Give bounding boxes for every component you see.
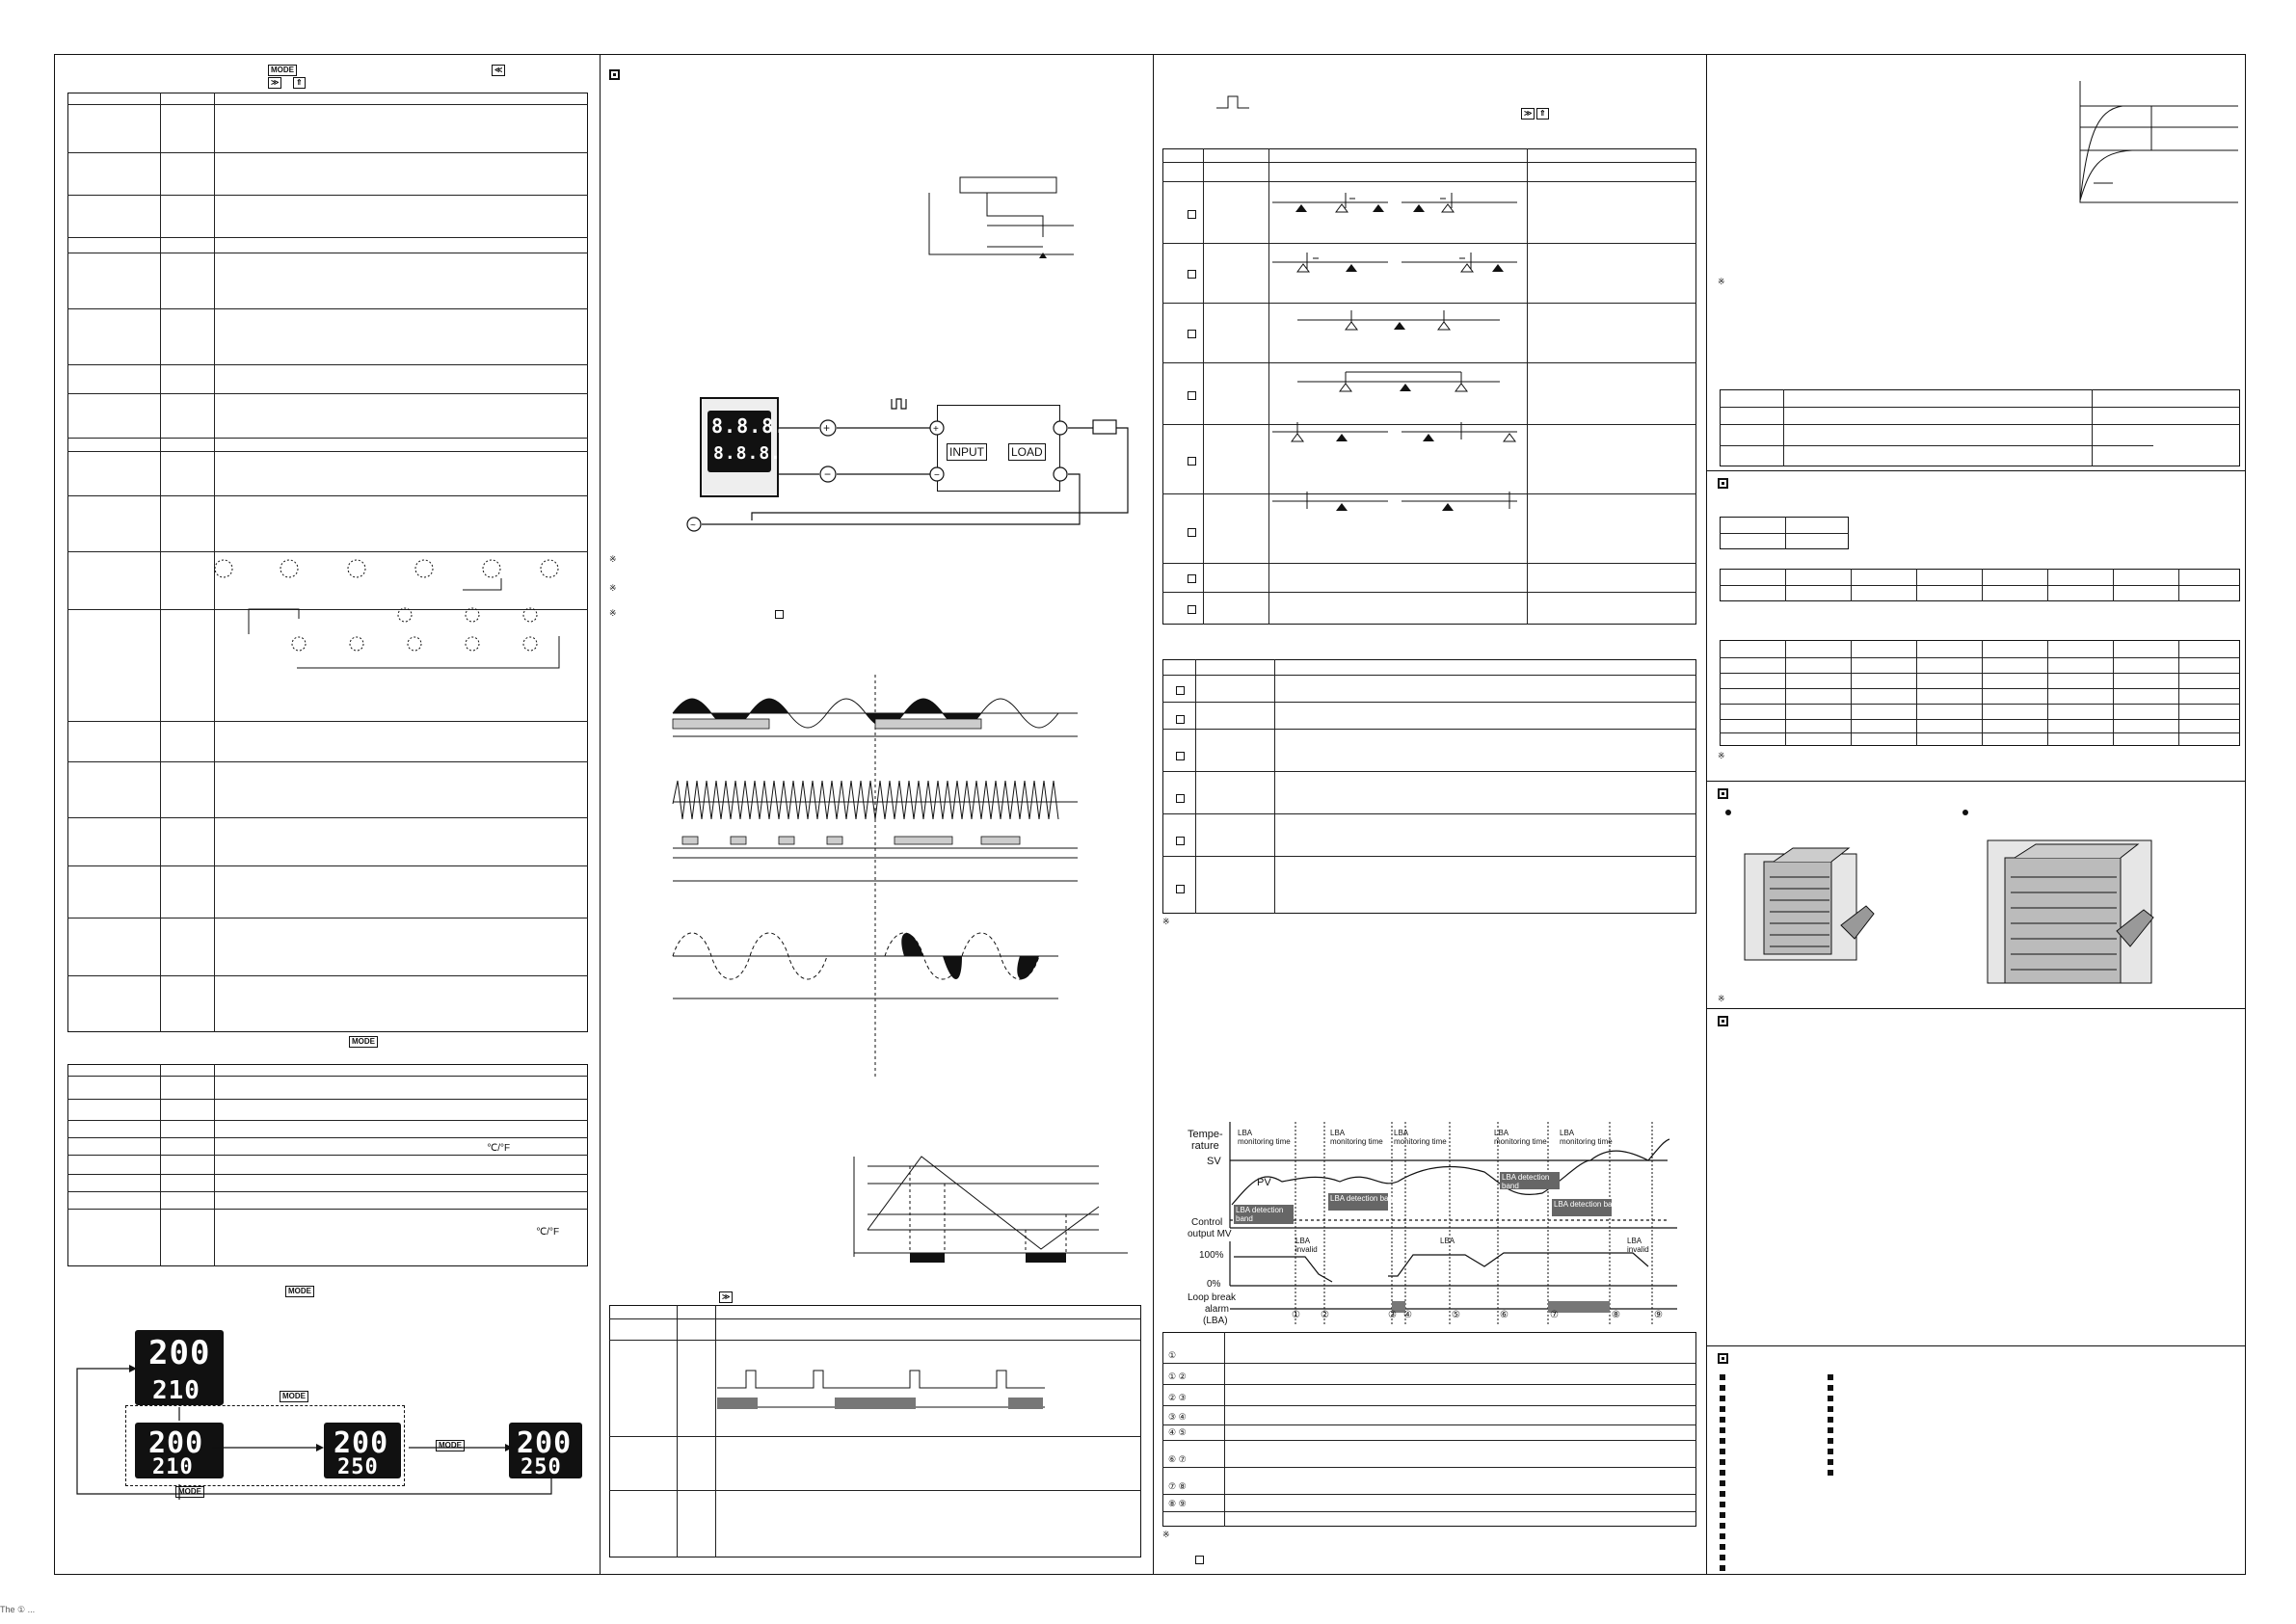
waveform-diagrams — [673, 675, 1087, 1060]
lba-invalid-2: LBA — [1440, 1237, 1455, 1245]
controller-lcd-top: 8.8.8.8. — [711, 414, 813, 438]
display-edit-1-sv: 210 — [152, 1455, 194, 1479]
spec-grid-1-col — [2178, 569, 2179, 601]
parameter-2-row-line — [67, 1191, 588, 1192]
note-mark-3: ※ — [609, 608, 617, 618]
unit-label-2: ℃/°F — [536, 1227, 560, 1238]
lba-label: LBA — [1394, 1129, 1409, 1137]
lba-band-2: LBA detection band — [1330, 1194, 1398, 1203]
parameter-table-2 — [67, 1064, 588, 1266]
spec-grid-2-col — [1785, 640, 1786, 746]
lba-explanation-table — [1162, 1332, 1696, 1527]
controller-lcd-bottom: 8.8.8.8. — [713, 443, 805, 464]
bullet-1 — [1725, 810, 1731, 815]
bullet-square — [1720, 1406, 1725, 1412]
lba-invalid-3-line-2: invalid — [1627, 1245, 1649, 1254]
lba-marker: ③ — [1388, 1310, 1397, 1320]
display-saved-pv: 200 — [517, 1426, 573, 1460]
spec-table-1-line-3 — [1720, 445, 2153, 446]
alarm-row-line — [1162, 162, 1696, 163]
lba-y-label-2: rature — [1191, 1140, 1219, 1152]
lba-table-row-label: ③ ④ — [1168, 1412, 1187, 1422]
mode-table-col-1 — [677, 1305, 678, 1557]
mode-key-icon-3: MODE — [285, 1286, 314, 1297]
mode-table-col-2 — [715, 1305, 716, 1557]
spec-grid-1-col — [1916, 569, 1917, 601]
spec-table-1 — [1720, 389, 2240, 466]
lba-loop-label-1: Loop break — [1188, 1292, 1237, 1303]
parameter-2-row-line — [67, 1174, 588, 1175]
spec-table-1-line-1 — [1720, 407, 2240, 408]
alarm-check-box — [1188, 391, 1196, 400]
parameter-row-line — [67, 152, 588, 153]
section-divider-1 — [1706, 470, 2246, 471]
mode-key-icon-2: MODE — [349, 1036, 378, 1048]
lba-table-row-label: ① ② — [1168, 1371, 1187, 1381]
spec-grid-1-line — [1720, 585, 2240, 586]
display-initial-pv: 200 — [148, 1334, 211, 1372]
spec-grid-2-line — [1720, 732, 2240, 733]
bullet-square — [1720, 1502, 1725, 1507]
section-divider-4 — [1706, 1345, 2246, 1346]
bullet-square — [1828, 1417, 1833, 1423]
bullet-square — [1828, 1396, 1833, 1401]
lba-band-1-line-1: LBA detection — [1236, 1206, 1284, 1214]
sensor-check-box — [1176, 794, 1185, 803]
param2-col-divider-2 — [214, 1064, 215, 1266]
lba-marker: ⑧ — [1612, 1310, 1620, 1320]
note-mark-2: ※ — [609, 583, 617, 593]
section-marker-4 — [1718, 1016, 1728, 1026]
section-divider-2 — [1706, 781, 2246, 782]
bullet-square — [1720, 1523, 1725, 1529]
small-timing-diagram — [929, 177, 1083, 258]
spec-grid-2-line — [1720, 657, 2240, 658]
lba-band-3-line-1: LBA detection — [1502, 1173, 1550, 1182]
lba-label: LBA — [1494, 1129, 1509, 1137]
parameter-2-row-line — [67, 1209, 588, 1210]
lba-loop-label-3: (LBA) — [1203, 1316, 1228, 1326]
alarm-row-line — [1162, 592, 1696, 593]
spec-grid-2-col — [1851, 640, 1852, 746]
lba-band-3-line-2: band — [1502, 1182, 1519, 1190]
mode-key-icon-6: MODE — [175, 1486, 204, 1498]
parameter-2-row-line — [67, 1155, 588, 1156]
load-label: LOAD — [1008, 443, 1046, 461]
bullet-square — [1720, 1555, 1725, 1560]
display-flow-arrows — [69, 1349, 571, 1504]
parameter-row-line — [67, 865, 588, 866]
onoff-timing — [717, 1361, 1055, 1419]
bullet-square — [1828, 1406, 1833, 1412]
small-spec-col — [1785, 517, 1786, 549]
lba-table-row-label: ⑦ ⑧ — [1168, 1481, 1187, 1491]
param-col-divider-1 — [160, 93, 161, 1032]
spec-grid-2-box — [1720, 640, 2240, 746]
lba-monitoring-time-label: monitoring time — [1238, 1137, 1291, 1146]
lba-marker: ⑦ — [1550, 1310, 1559, 1320]
lba-label: LBA — [1238, 1129, 1253, 1137]
lba-table-row-line — [1162, 1467, 1696, 1468]
svg-text:−: − — [824, 467, 832, 481]
sensor-col-1 — [1195, 659, 1196, 914]
bullet-square — [1720, 1417, 1725, 1423]
bullet-square — [1828, 1385, 1833, 1391]
lba-y-label-1: Tempe- — [1188, 1129, 1223, 1140]
alarm-row-line — [1162, 181, 1696, 182]
column-divider-1 — [600, 54, 601, 1575]
lba-invalid-3-line-1: LBA — [1627, 1237, 1642, 1245]
mode-table-header-line — [609, 1318, 1141, 1319]
note-mark-4: ※ — [1162, 917, 1170, 926]
spec-grid-2-line — [1720, 719, 2240, 720]
svg-text:+: + — [933, 424, 939, 435]
sensor-col-2 — [1274, 659, 1275, 914]
spec-grid-2-line — [1720, 688, 2240, 689]
lba-label: LBA — [1330, 1129, 1346, 1137]
lba-label: LBA — [1560, 1129, 1575, 1137]
lba-control-label-2: output MV — [1188, 1229, 1232, 1239]
sensor-check-box — [1176, 686, 1185, 695]
lba-marker: ⑨ — [1654, 1310, 1663, 1320]
spec-grid-2-col — [2113, 640, 2114, 746]
spec-grid-1-col — [1785, 569, 1786, 601]
lba-marker: ② — [1321, 1310, 1329, 1320]
lba-table-row-label: ⑥ ⑦ — [1168, 1454, 1187, 1464]
blink-sequence-diagram — [212, 557, 578, 673]
bullet-square — [1720, 1438, 1725, 1444]
mode-key-icon-5: MODE — [436, 1440, 465, 1451]
lba-pv-label: PV — [1257, 1177, 1271, 1188]
spec-grid-1-col — [2047, 569, 2048, 601]
small-spec-line — [1720, 533, 1849, 534]
alarm-check-box — [1188, 270, 1196, 279]
note-mark-5: ※ — [1162, 1530, 1170, 1539]
mounting-illustrations — [1735, 839, 2236, 993]
lba-table-row-line — [1162, 1405, 1696, 1406]
bullet-2 — [1962, 810, 1968, 815]
alarm-check-box — [1188, 457, 1196, 466]
alarm-check-box — [1188, 605, 1196, 614]
mode-table-line-1 — [609, 1340, 1141, 1341]
parameter-row-line — [67, 393, 588, 394]
lba-monitoring-time-label: monitoring time — [1394, 1137, 1447, 1146]
parameter-row-line — [67, 451, 588, 452]
parameter-row-line — [67, 761, 588, 762]
shift-key-icon: ≪ — [492, 65, 505, 76]
sensor-check-box — [1176, 885, 1185, 893]
lba-chart-lines — [1224, 1122, 1696, 1334]
down-key-icon-2: ≫ — [719, 1291, 733, 1303]
lba-marker: ⑥ — [1500, 1310, 1508, 1320]
lba-band-4: LBA detection band — [1554, 1200, 1621, 1209]
sensor-row-line — [1162, 675, 1696, 676]
lba-table-row-label: ⑧ ⑨ — [1168, 1499, 1187, 1508]
up-key-icon: ⇑ — [293, 77, 306, 89]
parameter-row-line — [67, 104, 588, 105]
lba-loop-label-2: alarm — [1205, 1304, 1230, 1315]
display-saved-sv: 250 — [521, 1455, 562, 1479]
note-mark-1: ※ — [609, 554, 617, 564]
parameter-row-line — [67, 975, 588, 976]
lba-control-label-1: Control — [1191, 1217, 1223, 1228]
bullet-square — [1828, 1449, 1833, 1454]
lba-table-row-label: ④ ⑤ — [1168, 1427, 1187, 1437]
mode-table-line-2 — [609, 1436, 1141, 1437]
up-key-icon-2: ⇑ — [1536, 108, 1549, 120]
sensor-check-box — [1176, 837, 1185, 845]
spec-grid-1-col — [2113, 569, 2114, 601]
bullet-square — [1720, 1459, 1725, 1465]
sensor-row-line — [1162, 856, 1696, 857]
check-box — [775, 610, 784, 619]
sensor-row-line — [1162, 813, 1696, 814]
bullet-square — [1720, 1512, 1725, 1518]
footer-text: The ① ... — [0, 1605, 36, 1614]
bullet-square — [1720, 1565, 1725, 1571]
section-divider-3 — [1706, 1008, 2246, 1009]
svg-text:+: + — [823, 421, 831, 435]
bullet-square — [1828, 1459, 1833, 1465]
bullet-square — [1720, 1533, 1725, 1539]
mode-table-line-3 — [609, 1490, 1141, 1491]
bullet-square — [1828, 1438, 1833, 1444]
spec-grid-2-col — [1916, 640, 1917, 746]
lba-invalid-1-line-2: invalid — [1295, 1245, 1318, 1254]
lba-table-row-label: ① — [1168, 1350, 1177, 1360]
unit-label: ℃/°F — [487, 1143, 511, 1154]
column-divider-2 — [1153, 54, 1154, 1575]
parameter-row-line — [67, 817, 588, 818]
section-marker-5 — [1718, 1353, 1728, 1364]
note-mark-7: ※ — [1718, 751, 1725, 760]
sensor-row-line — [1162, 771, 1696, 772]
section-marker-3 — [1718, 788, 1728, 799]
section-marker — [609, 69, 620, 80]
sensor-table — [1162, 659, 1696, 914]
lba-table-row-line — [1162, 1384, 1696, 1385]
lba-table-row-line — [1162, 1511, 1696, 1512]
bullet-square — [1720, 1396, 1725, 1401]
pulse-icon — [1216, 93, 1255, 112]
parameter-2-row-line — [67, 1120, 588, 1121]
bullet-square — [1720, 1480, 1725, 1486]
parameter-row-line — [67, 551, 588, 552]
lba-table-row-line — [1162, 1424, 1696, 1425]
spec-table-1-col-1 — [1783, 389, 1784, 466]
sensor-check-box — [1176, 715, 1185, 724]
lba-0-label: 0% — [1207, 1279, 1221, 1290]
alarm-check-box — [1188, 210, 1196, 219]
step-response-chart — [2074, 81, 2238, 206]
mode-key-icon-4: MODE — [280, 1391, 308, 1402]
parameter-row-line — [67, 237, 588, 238]
mode-key-icon: MODE — [268, 65, 297, 76]
parameter-2-row-line — [67, 1099, 588, 1100]
parameter-2-row-line — [67, 1076, 588, 1077]
bullet-square — [1720, 1385, 1725, 1391]
lba-sv-label: SV — [1207, 1156, 1221, 1167]
svg-text:−: − — [934, 470, 940, 481]
mode-table — [609, 1305, 1141, 1557]
spec-grid-2-line — [1720, 673, 2240, 674]
parameter-row-line — [67, 195, 588, 196]
spec-table-1-col-2 — [2092, 389, 2093, 466]
bullet-square — [1720, 1470, 1725, 1476]
lba-table-row-label: ② ③ — [1168, 1393, 1187, 1402]
bullet-square — [1828, 1427, 1833, 1433]
display-edit-2-sv: 250 — [337, 1455, 379, 1479]
down-key-icon-3: ≫ — [1521, 108, 1535, 120]
lba-band-1-line-2: band — [1236, 1214, 1253, 1223]
parameter-row-line — [67, 308, 588, 309]
sensor-check-box — [1176, 752, 1185, 760]
lba-marker: ⑤ — [1452, 1310, 1460, 1320]
display-edit-1-pv: 200 — [148, 1426, 204, 1460]
input-label: INPUT — [947, 443, 987, 461]
alarm-diagrams — [1268, 183, 1529, 569]
note-mark-6: ※ — [1718, 277, 1725, 286]
bullet-square — [1720, 1374, 1725, 1380]
wiring-lines — [675, 389, 1137, 544]
parameter-row-line — [67, 438, 588, 439]
bullet-square — [1720, 1427, 1725, 1433]
param2-col-divider-1 — [160, 1064, 161, 1266]
bullet-square — [1720, 1491, 1725, 1497]
alarm-check-box — [1188, 528, 1196, 537]
lba-monitoring-time-label: monitoring time — [1494, 1137, 1547, 1146]
lba-invalid-1-line-1: LBA — [1295, 1237, 1311, 1245]
sensor-row-line — [1162, 729, 1696, 730]
parameter-row-line — [67, 721, 588, 722]
spec-grid-2-col — [1982, 640, 1983, 746]
lba-table-row-line — [1162, 1440, 1696, 1441]
spec-grid-1-col — [1851, 569, 1852, 601]
lba-monitoring-time-label: monitoring time — [1330, 1137, 1383, 1146]
note-mark-8: ※ — [1718, 994, 1725, 1003]
section-marker-2 — [1718, 478, 1728, 489]
hysteresis-diagram — [848, 1137, 1137, 1263]
spec-grid-1-col — [1982, 569, 1983, 601]
column-divider-3 — [1706, 54, 1707, 1575]
spec-grid-2-line — [1720, 704, 2240, 705]
display-edit-2-pv: 200 — [334, 1426, 389, 1460]
parameter-row-line — [67, 364, 588, 365]
bullet-square — [1828, 1470, 1833, 1476]
lba-monitoring-time-label: monitoring time — [1560, 1137, 1613, 1146]
bullet-square — [1720, 1449, 1725, 1454]
down-key-icon: ≫ — [268, 77, 281, 89]
lba-table-row-line — [1162, 1494, 1696, 1495]
lba-marker: ④ — [1403, 1310, 1412, 1320]
bullet-square — [1720, 1544, 1725, 1550]
spec-table-1-line-2 — [1720, 424, 2240, 425]
lba-table-col — [1224, 1332, 1225, 1527]
parameter-row-line — [67, 495, 588, 496]
svg-text:~: ~ — [690, 520, 696, 531]
lba-table-row-line — [1162, 1363, 1696, 1364]
bullet-square — [1828, 1374, 1833, 1380]
parameter-2-row-line — [67, 1137, 588, 1138]
alarm-col-1 — [1203, 148, 1204, 625]
display-initial-sv: 210 — [152, 1376, 200, 1405]
check-box-2 — [1195, 1556, 1204, 1564]
spec-grid-2-col — [2178, 640, 2179, 746]
alarm-check-box — [1188, 574, 1196, 583]
lba-100-label: 100% — [1199, 1250, 1224, 1261]
spec-grid-2-col — [2047, 640, 2048, 746]
alarm-check-box — [1188, 330, 1196, 338]
lba-marker: ① — [1292, 1310, 1300, 1320]
sensor-row-line — [1162, 702, 1696, 703]
